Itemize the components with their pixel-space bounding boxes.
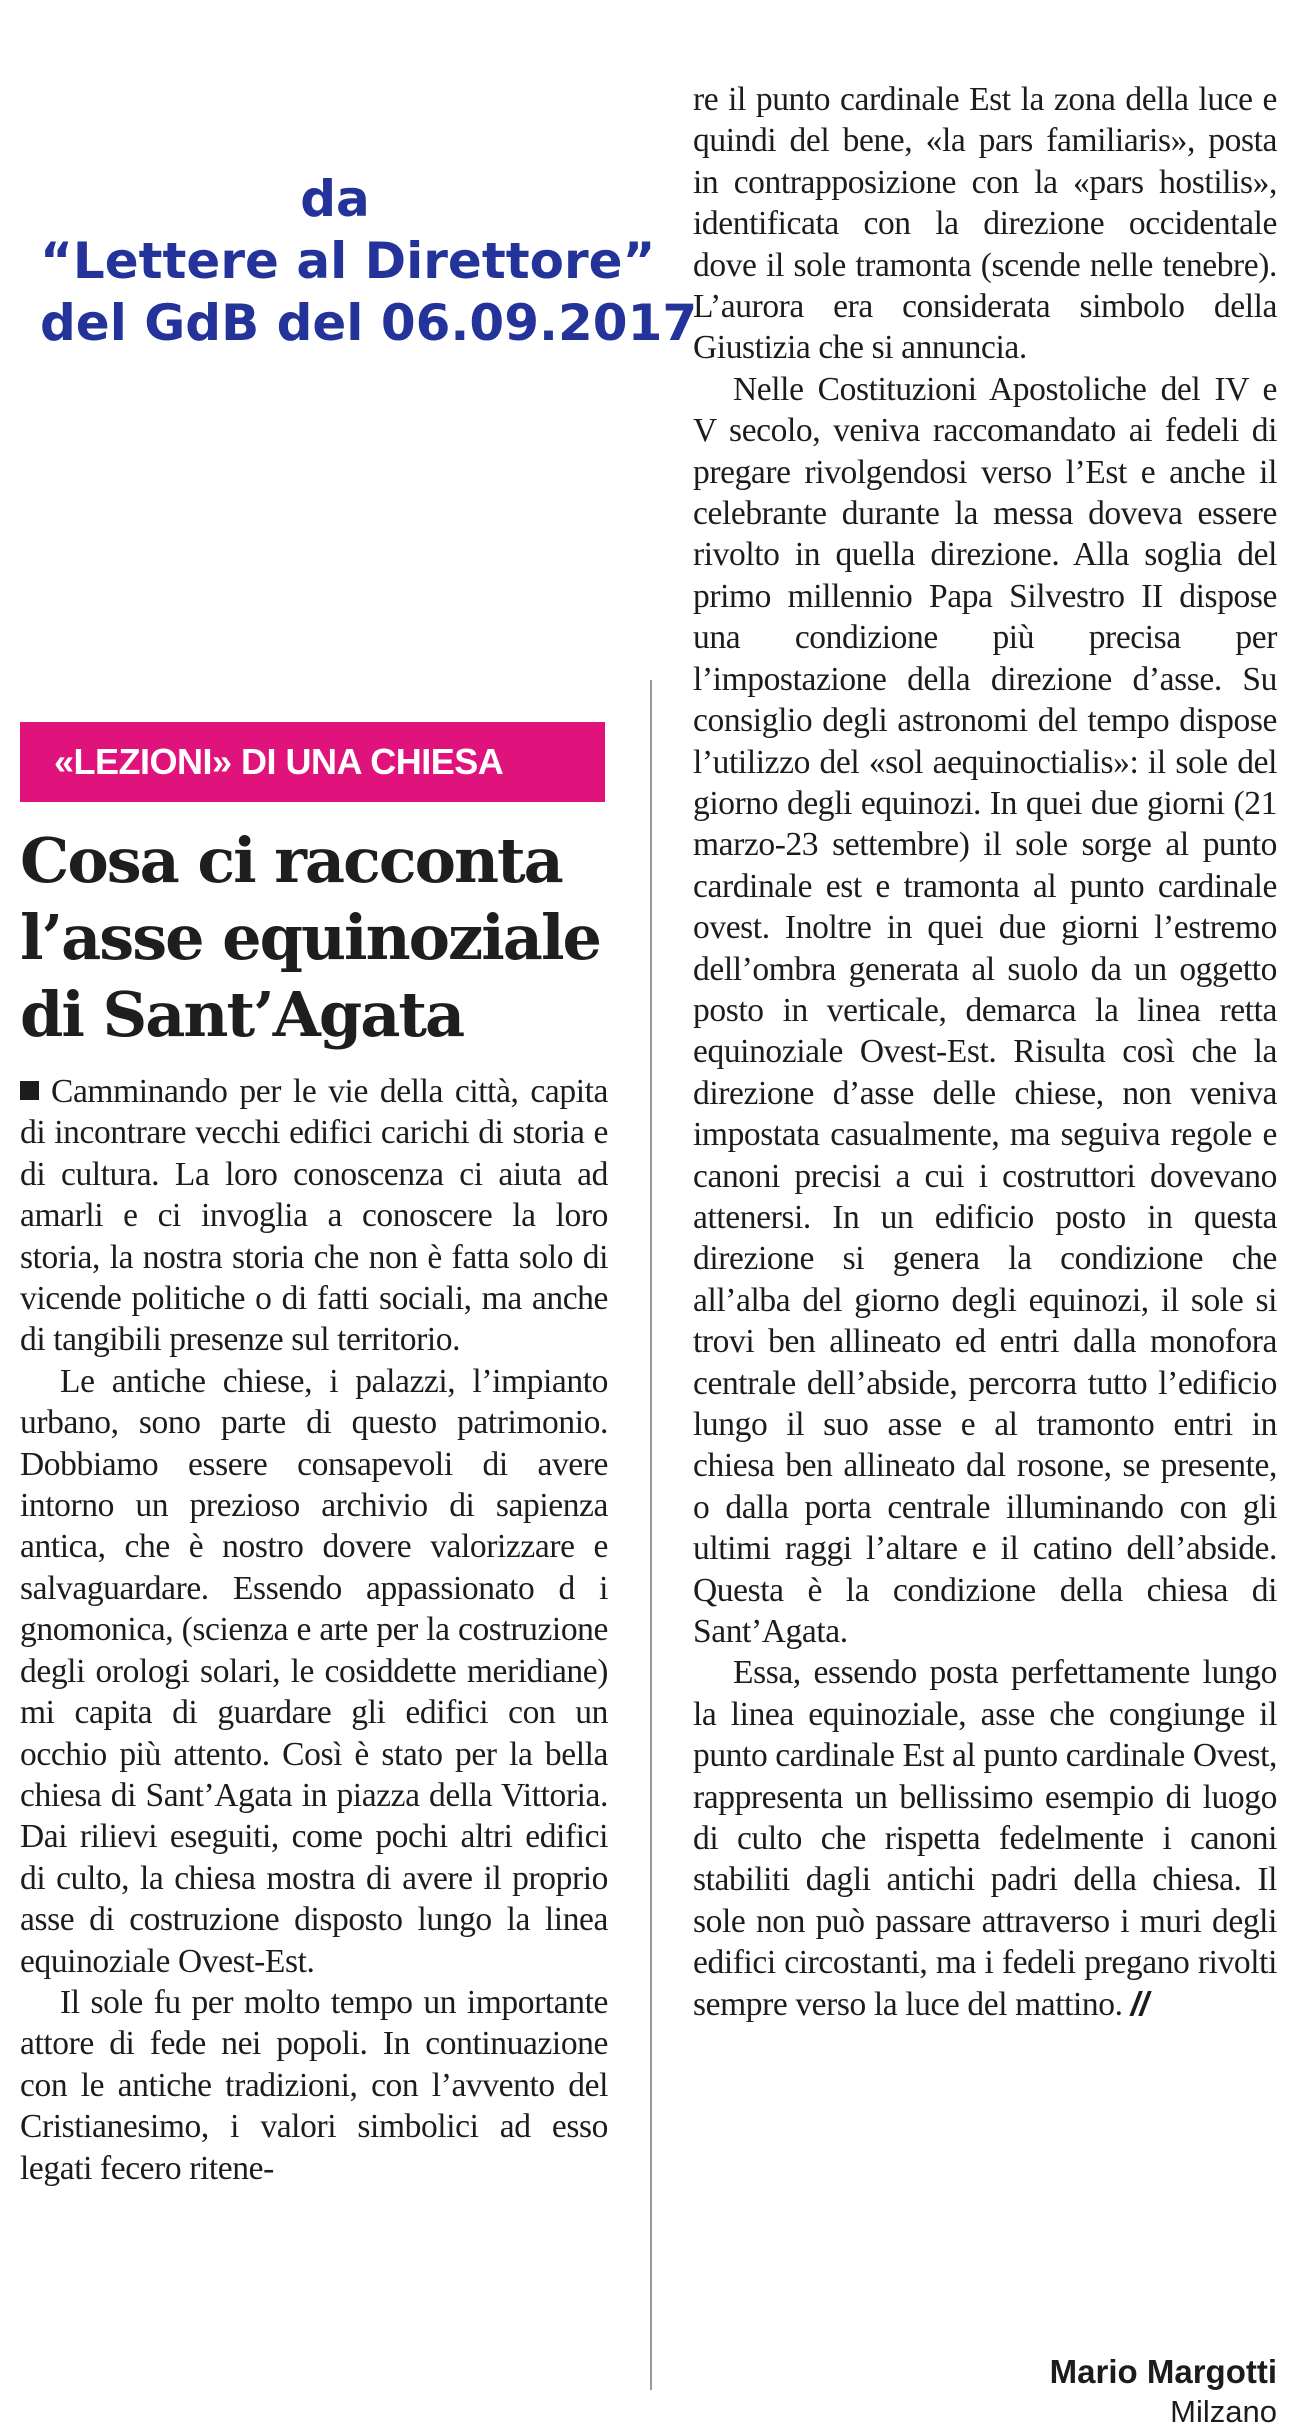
headline-line-1: Cosa ci racconta bbox=[20, 824, 562, 897]
headline-line-2: l’asse equinoziale bbox=[20, 901, 600, 974]
article-column-right bbox=[693, 79, 1277, 2025]
paragraph-5-text: Essa, essendo posta perfettamente lungo la linea equinoziale, asse che congiunge il punto cardinale Est al punto cardinale Ovest, rappresenta un bellissimo esempio di luogo di culto che rispetta fedelmente i canoni stabiliti dagli antichi padri della chiesa. Il sole non può passare attraverso i muri degli edifici circostanti, ma i fedeli pregano rivolti sempre verso la luce del mattino. bbox=[693, 1654, 1277, 2023]
author-location: Milzano bbox=[1170, 2394, 1277, 2429]
paragraph-1-text: Camminando per le vie della città, capita di incontrare vecchi edifici carichi di storia e di cultura. La loro conoscenza ci aiuta ad amarli e ci invoglia a conoscere la loro storia, la nostra storia che non è fatta solo di vicende politiche o di fatti sociali, ma anche di tangibili presenze sul territorio. bbox=[20, 1073, 608, 1359]
headline-line-3: di Sant’Agata bbox=[20, 978, 464, 1051]
source-line-2: “Lettere al Direttore” bbox=[40, 232, 656, 290]
end-mark: // bbox=[1130, 1985, 1149, 2023]
bullet-square-icon bbox=[20, 1081, 39, 1100]
paragraph-4: Nelle Costituzioni Apostoliche del IV e V secolo, veniva raccomandato ai fedeli di pregare rivolgendosi verso l’Est e anche il celebrante durante la messa doveva essere rivolto in quella direzione. Alla soglia del primo millennio Papa Silvestro II dispose una condizione più precisa per l’impostazione della direzione d’asse. Su consiglio degli astronomi del tempo dispose l’utilizzo del «sol aequinoctialis»: il sole del giorno degli equinozi. In quei due giorni (21 marzo-23 settembre) il sole sorge al punto cardinale est e tramonta al punto cardinale ovest. Inoltre in quei due giorni l’estremo dell’ombra generata al suolo da un oggetto posto in verticale, demarca la linea retta equinoziale Ovest-Est. Risulta così che la direzione d’asse delle chiese, non veniva impostata casualmente, ma seguiva regole e canoni precisi a cui i costruttori dovevano attenersi. In un edificio posto in questa direzione si genera la condizione che all’alba del giorno degli equinozi, il sole si trovi ben allineato ed entri dalla monofora centrale dell’abside, percorra tutto l’edificio lungo il suo asse e al tramonto entri in chiesa ben allineato dal rosone, se presente, o dalla porta centrale illuminando con gli ultimi raggi l’altare e il catino dell’abside. Questa è la condizione della chiesa di Sant’Agata. bbox=[693, 370, 1277, 1651]
column-divider bbox=[650, 680, 652, 2390]
source-line-1: da bbox=[300, 170, 370, 228]
paragraph-2: Le antiche chiese, i palazzi, l’impianto urbano, sono parte di questo patrimonio. Dobbiamo essere consapevoli di avere intorno un prezioso archivio di sapienza antica, che è nostro dovere valorizzare e salvaguardare. Essendo appassionato d i gnomonica, (scienza e arte per la costruzione degli orologi solari, le cosiddette meridiane) mi capita di guardare gli edifici con un occhio più attento. Così è stato per la bella chiesa di Sant’Agata in piazza della Vittoria. Dai rilievi eseguiti, come pochi altri edifici di culto, la chiesa mostra di avere il proprio asse di costruzione disposto lungo la linea equinoziale Ovest-Est. bbox=[20, 1362, 608, 1980]
paragraph-5 bbox=[693, 1652, 1277, 2025]
article-headline bbox=[20, 822, 620, 1053]
author-name: Mario Margotti bbox=[1049, 2353, 1277, 2390]
paragraph-3-start: Il sole fu per molto tempo un importante attore di fede nei popoli. In continuazione con le antiche tradizioni, con l’avvento del Cristianesimo, i valori simbolici ad esso legati fecero ritene- bbox=[20, 1983, 608, 2187]
paragraph-3-end: re il punto cardinale Est la zona della luce e quindi del bene, «la pars familiaris», posta in contrapposizione con la «pars hostilis», identificata con la direzione occidentale dove il sole tramonta (scende nelle tenebre). L’aurora era considerata simbolo della Giustizia che si annuncia. bbox=[693, 81, 1277, 367]
section-kicker: «LEZIONI» DI UNA CHIESA bbox=[20, 722, 605, 802]
source-note bbox=[40, 168, 698, 354]
article-column-left bbox=[20, 1071, 608, 2189]
paragraph-1 bbox=[20, 1071, 608, 1361]
source-line-3: del GdB del 06.09.2017 bbox=[40, 294, 698, 352]
